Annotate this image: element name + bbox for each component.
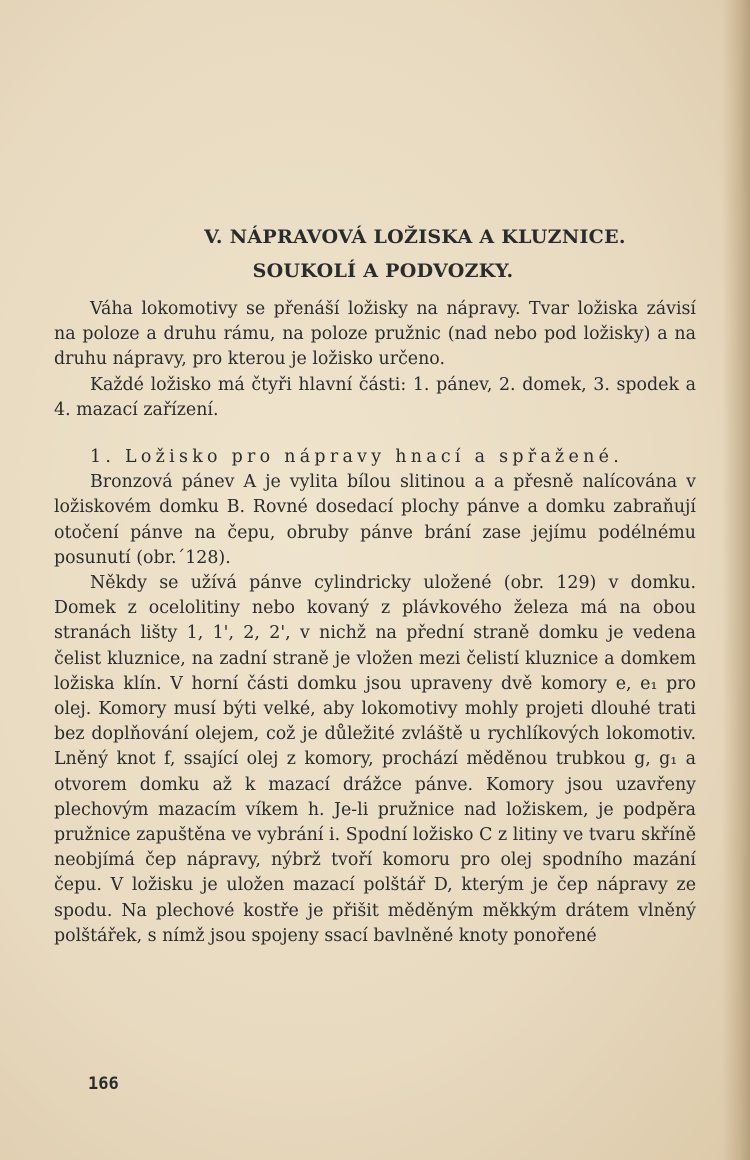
paragraph-1: Váha lokomotivy se přenáší ložisky na nápravy. Tvar ložiska závisí na poloze a druhu rámu, na poloze pružnic (nad nebo pod ložisky) a na druhu nápravy, pro kterou je ložisko určeno. bbox=[54, 299, 696, 370]
section-heading: 1. Ložisko pro nápravy hnací a spřažené. bbox=[90, 447, 624, 468]
paragraph-3: Bronzová pánev A je vylita bílou slitinou a a přesně nalícována v ložiskovém domku B. Rovné dosedací plochy pánve a domku zabraňují otočení pánve na čepu, obruby pánve brání zase jejímu podélnému posunutí (obr.´128). bbox=[54, 472, 696, 568]
page-edge-shadow bbox=[722, 0, 750, 1160]
paragraph-2: Každé ložisko má čtyři hlavní části: 1. pánev, 2. domek, 3. spodek a 4. mazací zařízení. bbox=[54, 374, 696, 420]
page-number: 166 bbox=[88, 1074, 119, 1094]
body-text bbox=[54, 297, 696, 949]
paragraph-4: Někdy se užívá pánve cylindricky uložené (obr. 129) v domku. Domek z ocelolitiny nebo kovaný z plávkového železa má na obou stranách lišty 1, 1', 2, 2', v nichž na přední straně domku je vedena čelist kluznice, na zadní straně je vložen mezi čelistí kluznice a domkem ložiska klín. V horní části domku jsou upraveny dvě komory e, e₁ pro olej. Komory musí býti velké, aby lokomotivy mohly projeti dlouhé trati bez doplňování olejem, což je důležité zvláště u rychlíkových lokomotiv. Lněný knot f, ssající olej z komory, prochází měděnou trubkou g, g₁ a otvorem domku až k mazací drážce pánve. Komory jsou uzavřeny plechovým mazacím víkem h. Je-li pružnice nad ložiskem, je podpěra pružnice zapuštěna ve vybrání i. Spodní ložisko C z litiny ve tvaru skříně neobjímá čep nápravy, nýbrž tvoří komoru pro olej spodního mazání čepu. V ložisku je uložen mazací polštář D, kterým je čep nápravy ze spodu. Na plechové kostře je přišit měděným měkkým drátem vlněný polštářek, s nímž jsou spojeny ssací bavlněné knoty ponořené bbox=[54, 573, 696, 946]
chapter-subtitle: SOUKOLÍ A PODVOZKY. bbox=[252, 260, 514, 282]
chapter-title: V. NÁPRAVOVÁ LOŽISKA A KLUZNICE. bbox=[204, 226, 626, 248]
